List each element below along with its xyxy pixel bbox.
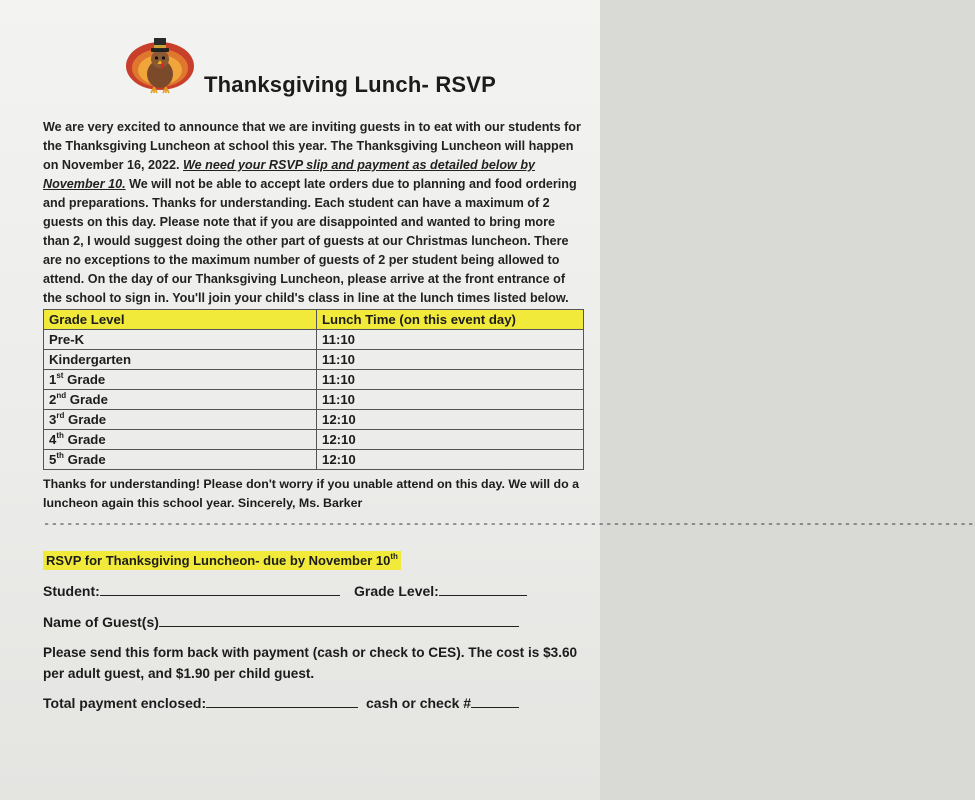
intro-paragraph	[43, 118, 583, 308]
table-row	[44, 330, 584, 350]
table-row	[44, 350, 584, 370]
grade-cell	[44, 330, 317, 350]
closing-note: Thanks for understanding! Please don't worry if you unable attend on this day. We will do a luncheon again this school year. Sincerely, Ms. Barker	[43, 477, 580, 510]
grade-suffix: Grade	[66, 392, 108, 407]
grade-text: 5	[49, 452, 57, 467]
lunch-time-cell: 11:10	[317, 350, 584, 370]
total-payment-field	[43, 695, 358, 711]
table-row	[44, 370, 584, 390]
intro-text-2: We will not be able to accept late orders due to planning and food ordering and preparations. Thanks for understanding. Each student can have a maximum of 2 guests on this day. Please note that if you are disappointed and wanted to bring more than 2, I would suggest doing the other part of guests at our Christmas luncheon. There are no exceptions to the maximum number of guests of 2 per student being allowed to attend. On the day of our Thanksgiving Luncheon, please arrive at the front entrance of the school to sign in. You'll join your child's class in line at the lunch times listed below.	[43, 177, 577, 305]
grade-level-field	[354, 583, 527, 599]
grade-cell	[44, 410, 317, 430]
check-number-blank[interactable]	[471, 695, 519, 708]
turkey-pilgrim-hat-icon	[124, 34, 196, 96]
grade-cell	[44, 430, 317, 450]
guests-blank[interactable]	[159, 614, 519, 627]
table-row	[44, 450, 584, 470]
grade-suffix: Grade	[63, 372, 106, 387]
guests-label: Name of Guest(s)	[43, 614, 159, 630]
grade-text: 4	[49, 432, 57, 447]
grade-level-label: Grade Level:	[354, 583, 439, 599]
table-row	[44, 430, 584, 450]
student-blank[interactable]	[100, 583, 340, 596]
grade-suffix: Grade	[64, 412, 107, 427]
cut-line-divider: -------------------------------------------------------------------------------------------------------------------------	[43, 517, 975, 531]
lunch-time-cell: 12:10	[317, 430, 584, 450]
grade-suffix: Grade	[63, 452, 106, 467]
page-title: Thanksgiving Lunch- RSVP	[204, 72, 497, 97]
check-number-field	[366, 695, 519, 711]
grade-ordinal-sup: th	[56, 430, 64, 440]
grade-text: Pre-K	[49, 332, 85, 347]
grade-ordinal-sup: nd	[56, 390, 67, 400]
rsvp-heading-text: RSVP for Thanksgiving Luncheon- due by November 10	[46, 553, 391, 568]
grade-ordinal-sup: th	[56, 450, 64, 460]
table-row	[44, 390, 584, 410]
check-number-label: cash or check #	[366, 695, 472, 711]
grade-cell	[44, 370, 317, 390]
lunch-time-cell: 11:10	[317, 330, 584, 350]
intro-text-1: We are very excited to announce that we are inviting guests in to eat with our students for the Thanksgiving Luncheon at school this year. The Thanksgiving Luncheon will happen on November 16, 2022.	[43, 120, 581, 172]
lunch-time-cell: 12:10	[317, 410, 584, 430]
grade-cell	[44, 390, 317, 410]
header-lunch-time: Lunch Time (on this event day)	[317, 310, 584, 330]
grade-text: Kindergarten	[49, 352, 132, 367]
grade-suffix: Grade	[63, 432, 106, 447]
student-label: Student:	[43, 583, 100, 599]
total-payment-label: Total payment enclosed:	[43, 695, 207, 711]
grade-text: 1	[49, 372, 57, 387]
table-header-row	[44, 310, 584, 330]
grade-text: 2	[49, 392, 57, 407]
lunch-time-cell: 11:10	[317, 370, 584, 390]
lunch-time-cell: 12:10	[317, 450, 584, 470]
grade-ordinal-sup: rd	[56, 410, 65, 420]
header-grade-level: Grade Level	[44, 310, 317, 330]
guests-field	[43, 614, 519, 630]
intro-emphasis: We need your RSVP slip and payment as detailed below by November 10.	[43, 158, 536, 191]
rsvp-heading-sup: th	[390, 551, 398, 561]
grade-text: 3	[49, 412, 57, 427]
grade-cell	[44, 450, 317, 470]
payment-instructions: Please send this form back with payment (cash or check to CES). The cost is $3.60 per adult guest, and $1.90 per child guest.	[43, 645, 578, 681]
table-row	[44, 410, 584, 430]
student-field	[43, 583, 340, 599]
rsvp-heading	[43, 551, 401, 570]
grade-level-blank[interactable]	[439, 583, 527, 596]
total-payment-blank[interactable]	[206, 695, 358, 708]
lunch-time-cell: 11:10	[317, 390, 584, 410]
lunch-schedule-table	[43, 309, 584, 470]
grade-cell	[44, 350, 317, 370]
grade-ordinal-sup: st	[56, 370, 64, 380]
